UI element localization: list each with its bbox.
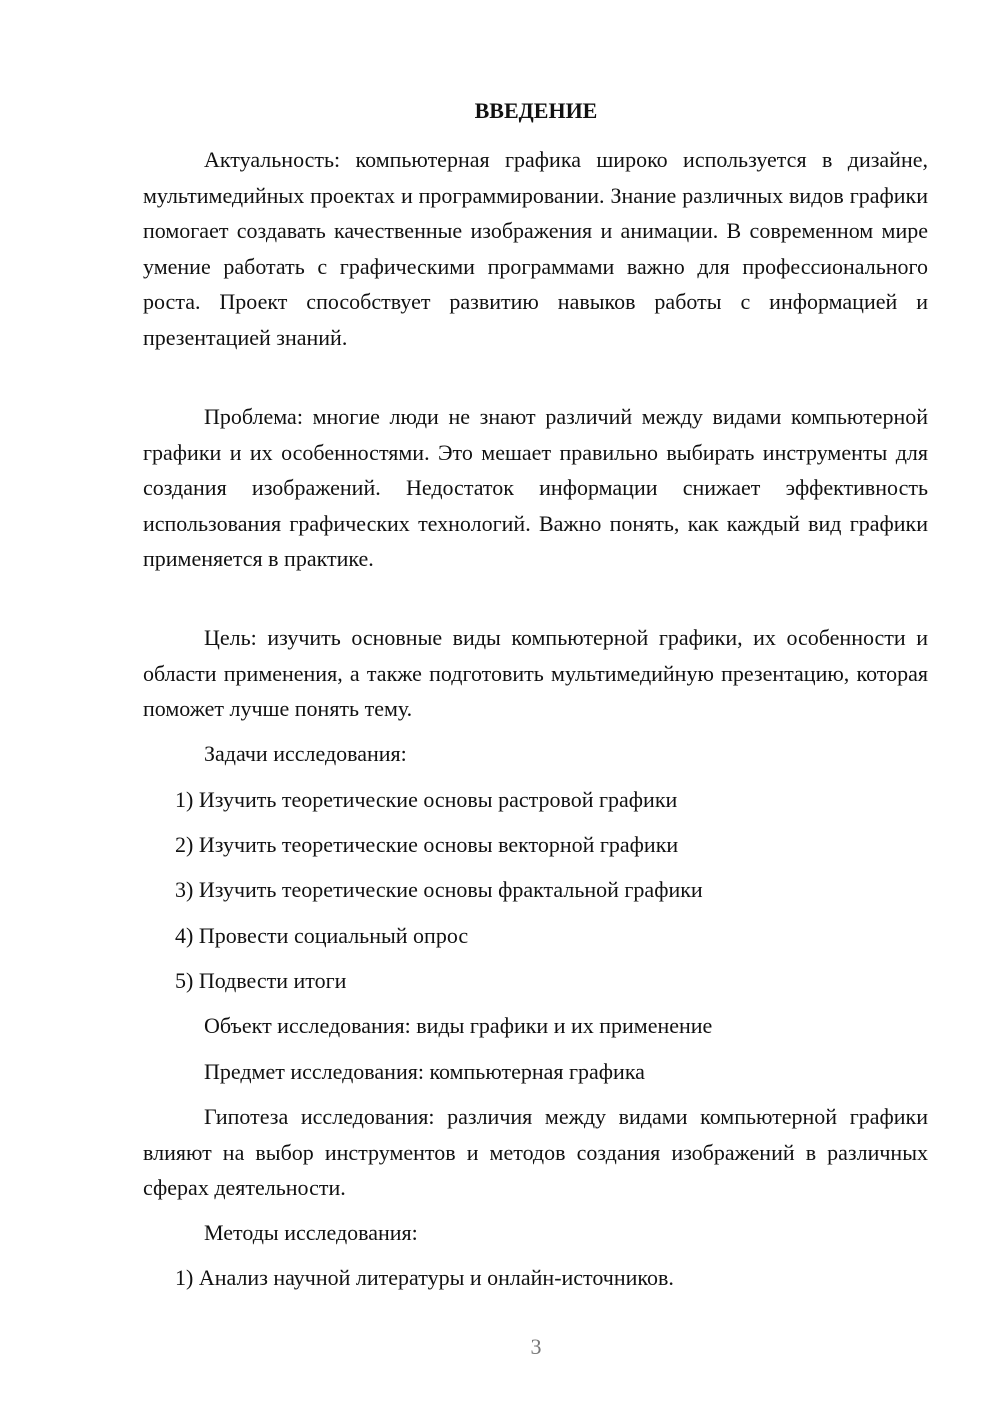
paragraph-relevance: Актуальность: компьютерная графика широко используется в дизайне, мультимедийных проектах и программировании. Знание различных видов графики помогает создавать качественные изображения и анимации. В современном мире умение работать с графическими программами важно для профессионального роста. Проект способствует развитию навыков работы с информацией и презентацией знаний.	[143, 147, 928, 350]
page-title: ВВЕДЕНИЕ	[474, 98, 598, 123]
paragraph-goal: Цель: изучить основные виды компьютерной графики, их особенности и области применения, а также подготовить мультимедийную презентацию, которая поможет лучше понять тему.	[143, 625, 928, 721]
paragraph-problem: Проблема: многие люди не знают различий между видами компьютерной графики и их особенностями. Это мешает правильно выбирать инструменты для создания изображений. Недостаток информации снижает эффективность использования графических технологий. Важно понять, как каждый вид графики применяется в практике.	[143, 404, 928, 571]
page-number: 3	[530, 1334, 542, 1359]
paragraph-hypothesis: Гипотеза исследования: различия между видами компьютерной графики влияют на выбор инструментов и методов создания изображений в различных сферах деятельности.	[143, 1104, 928, 1200]
list-item: 3) Изучить теоретические основы фрактальной графики	[175, 877, 703, 902]
research-object: Объект исследования: виды графики и их применение	[204, 1013, 713, 1038]
list-item: 5) Подвести итоги	[175, 968, 347, 993]
research-subject: Предмет исследования: компьютерная графика	[204, 1059, 645, 1084]
tasks-heading: Задачи исследования:	[204, 741, 407, 766]
list-item: 1) Анализ научной литературы и онлайн-источников.	[175, 1265, 674, 1290]
list-item: 2) Изучить теоретические основы векторной графики	[175, 832, 679, 857]
list-item: 1) Изучить теоретические основы растровой графики	[175, 787, 678, 812]
list-item: 4) Провести социальный опрос	[175, 923, 469, 948]
methods-heading: Методы исследования:	[204, 1220, 418, 1245]
